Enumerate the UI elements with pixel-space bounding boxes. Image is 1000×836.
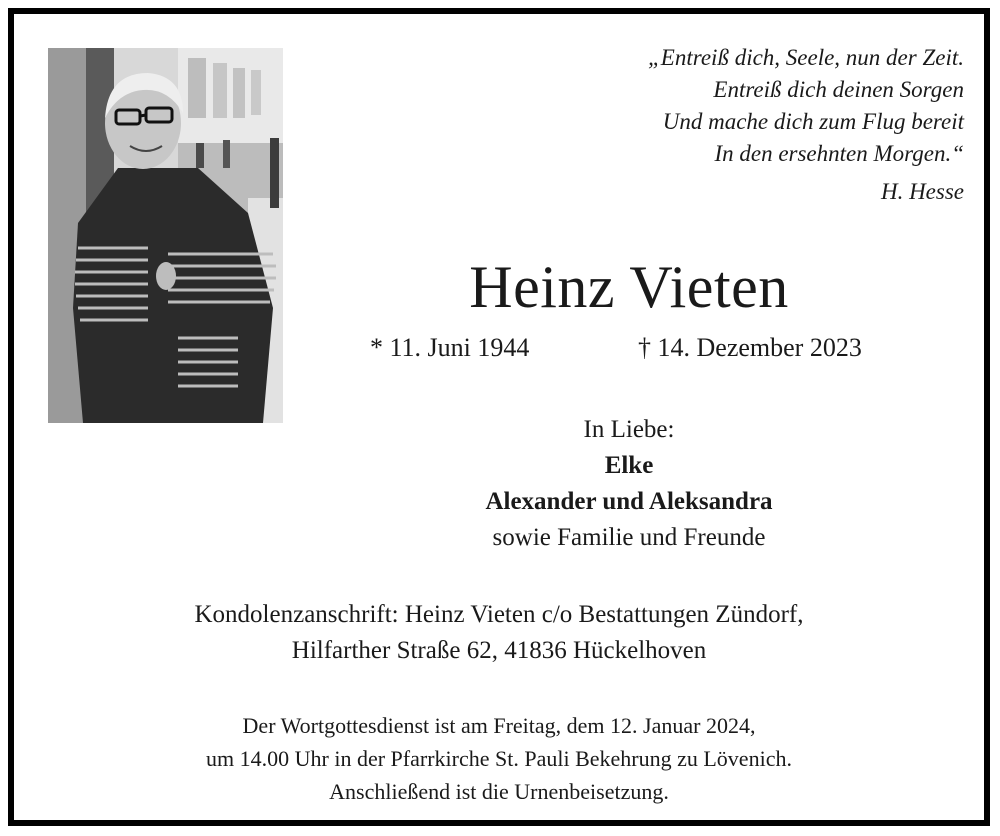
portrait-image xyxy=(48,48,283,423)
service-info xyxy=(74,709,924,808)
poem-line: Und mache dich zum Flug bereit xyxy=(662,109,964,134)
condolence-line: Kondolenzanschrift: Heinz Vieten c/o Bestattungen Zündorf, xyxy=(194,601,804,628)
mourners-intro: In Liebe: xyxy=(583,416,675,443)
death-date: † 14. Dezember 2023 xyxy=(638,333,862,362)
service-line: Anschließend ist die Urnenbeisetzung. xyxy=(329,779,669,804)
poem-line: Entreiß dich deinen Sorgen xyxy=(713,77,964,102)
service-line: Der Wortgottesdienst ist am Freitag, dem 12. Januar 2024, xyxy=(242,713,756,738)
portrait-photo xyxy=(48,48,283,423)
deceased-name: Heinz Vieten xyxy=(469,254,789,320)
poem-line: „Entreiß dich, Seele, nun der Zeit. xyxy=(648,45,964,70)
obituary-frame xyxy=(8,8,990,826)
mourners-others: sowie Familie und Freunde xyxy=(492,524,766,551)
condolence-address xyxy=(74,597,924,669)
mourners-block xyxy=(334,412,924,556)
mourner-name: Elke xyxy=(604,452,654,479)
service-line: um 14.00 Uhr in der Pfarrkirche St. Pauli Bekehrung zu Lövenich. xyxy=(206,746,792,771)
poem-quote xyxy=(444,42,964,208)
poem-author: H. Hesse xyxy=(880,179,964,204)
birth-date: * 11. Juni 1944 xyxy=(370,333,530,362)
poem-line: In den ersehnten Morgen.“ xyxy=(714,141,964,166)
mourner-name: Alexander und Aleksandra xyxy=(485,488,773,515)
condolence-line: Hilfarther Straße 62, 41836 Hückelhoven xyxy=(291,637,707,664)
